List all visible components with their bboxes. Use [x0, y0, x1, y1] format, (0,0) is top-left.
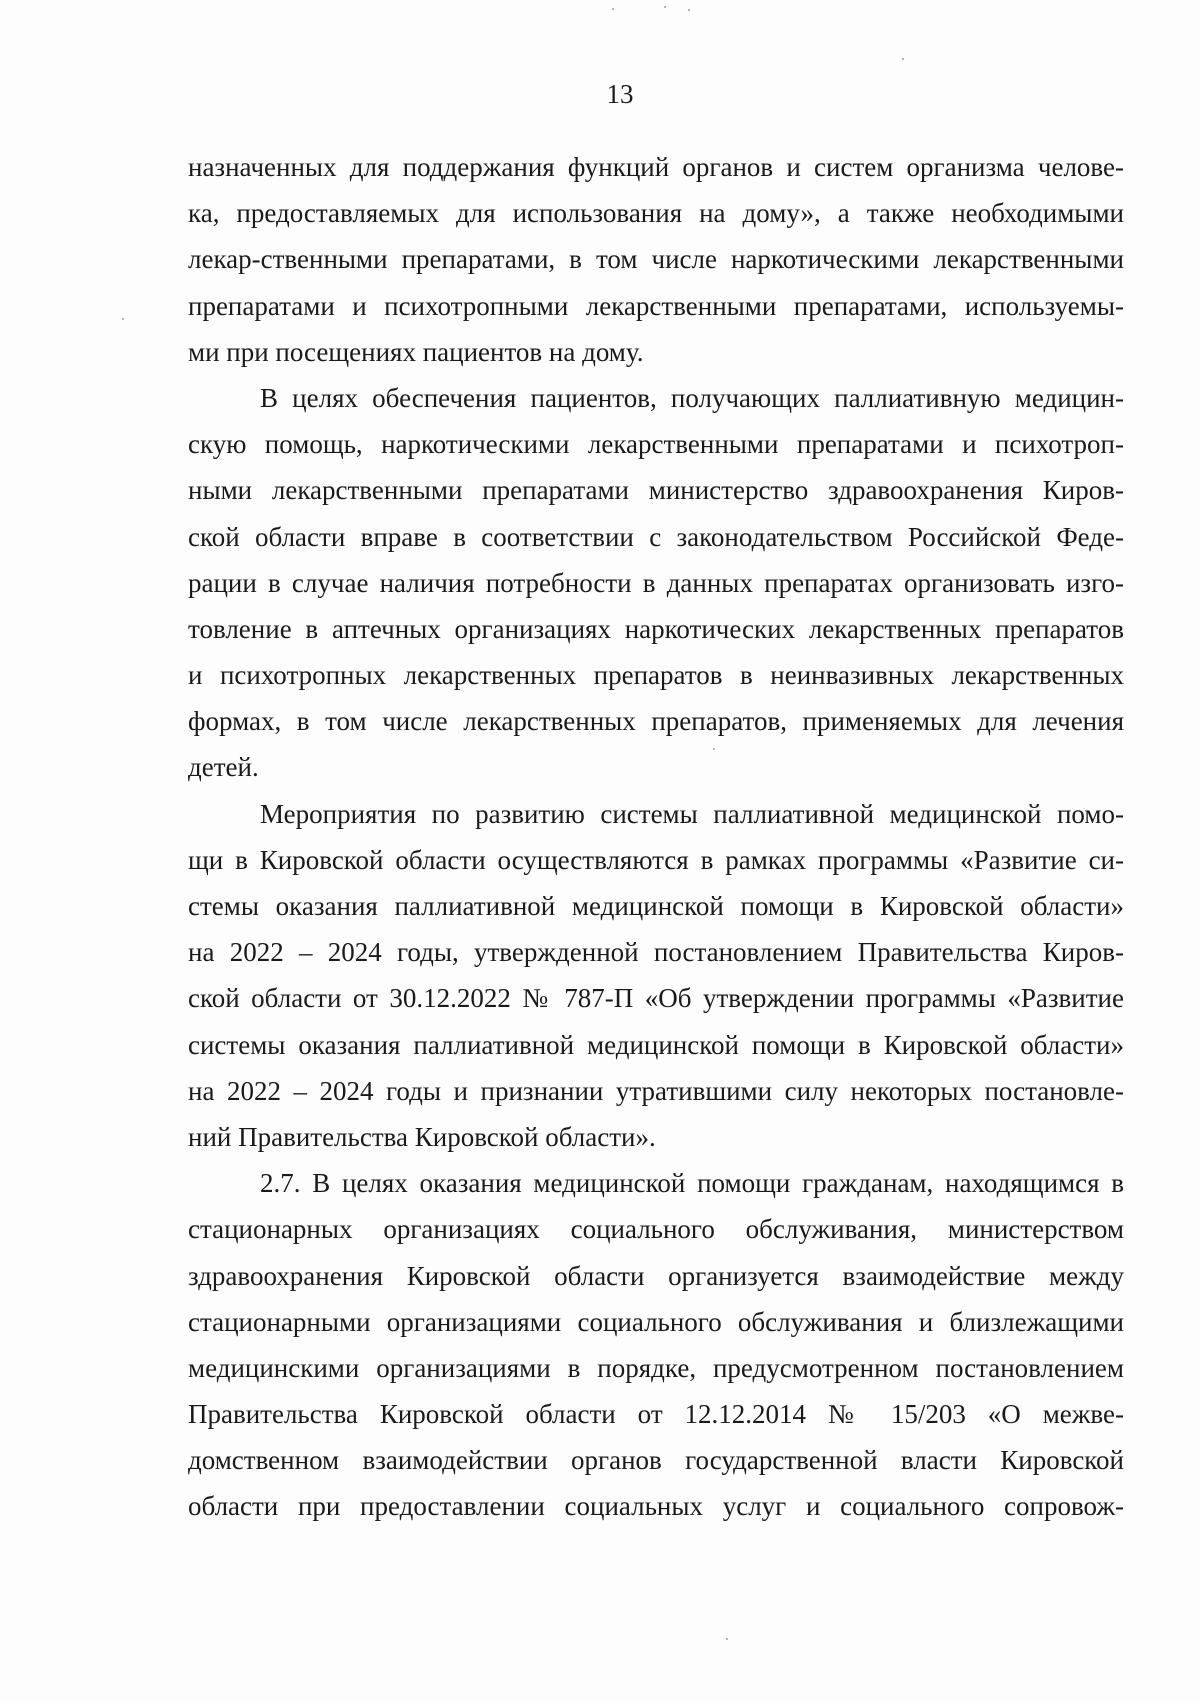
page-number: 13: [606, 79, 634, 109]
text-line: формах, в том числе лекарственных препаратов, применяемых для лечения: [188, 706, 1124, 737]
text-line: лекар-ственными препаратами, в том числе наркотическими лекарственными: [188, 244, 1124, 275]
text-line: детей.: [188, 752, 259, 783]
text-line: ными лекарственными препаратами министерство здравоохранения Киров-: [188, 475, 1124, 506]
scan-speck: [664, 6, 666, 8]
scan-speck: [713, 748, 715, 750]
text-line: рации в случае наличия потребности в данных препаратах организовать изго-: [188, 567, 1124, 598]
text-line: В целях обеспечения пациентов, получающих паллиативную медицин-: [260, 382, 1124, 413]
text-line: скую помощь, наркотическими лекарственными препаратами и психотроп-: [188, 429, 1124, 460]
paragraph-4: [188, 1160, 1124, 1530]
document-body: [188, 144, 1124, 1530]
scan-speck: [122, 318, 124, 320]
text-line: ний Правительства Кировской области».: [188, 1121, 656, 1152]
text-line: ской области вправе в соответствии с законодательством Российской Феде-: [188, 521, 1124, 552]
scan-speck: [688, 9, 690, 11]
text-line: Мероприятия по развитию системы паллиативной медицинской помо-: [260, 798, 1124, 829]
paragraph-3: [188, 791, 1124, 1161]
text-line: препаратами и психотропными лекарственными препаратами, используемы-: [188, 290, 1124, 321]
text-line: 2.7. В целях оказания медицинской помощи гражданам, находящимся в: [260, 1168, 1124, 1199]
text-line: здравоохранения Кировской области организуется взаимодействие между: [188, 1260, 1124, 1291]
text-line: назначенных для поддержания функций органов и систем организма челове-: [188, 152, 1124, 182]
scan-speck: [902, 58, 904, 60]
text-line: на 2022 – 2024 годы, утвержденной постановлением Правительства Киров-: [188, 937, 1124, 968]
text-line: ка, предоставляемых для использования на дому», а также необходимыми: [188, 198, 1124, 229]
text-line: стемы оказания паллиативной медицинской помощи в Кировской области»: [188, 891, 1124, 921]
text-line: на 2022 – 2024 годы и признании утратившими силу некоторых постановле-: [188, 1075, 1124, 1106]
text-line: Правительства Кировской области от 12.12.2014 № 15/203 «О межве-: [188, 1399, 1124, 1430]
text-line: стационарными организациями социального обслуживания и близлежащими: [188, 1306, 1124, 1337]
text-line: и психотропных лекарственных препаратов в неинвазивных лекарственных: [188, 660, 1124, 691]
text-line: области при предоставлении социальных услуг и социального сопровож-: [188, 1491, 1124, 1522]
text-line: домственном взаимодействии органов государственной власти Кировской: [188, 1445, 1124, 1476]
paragraph-1: [188, 144, 1124, 375]
text-line: ми при посещениях пациентов на дому.: [188, 336, 644, 367]
text-line: щи в Кировской области осуществляются в рамках программы «Развитие си-: [188, 844, 1124, 875]
text-line: медицинскими организациями в порядке, предусмотренном постановлением: [188, 1352, 1124, 1383]
scan-speck: [726, 1638, 728, 1640]
text-line: стационарных организациях социального обслуживания, министерством: [188, 1214, 1124, 1245]
text-line: ской области от 30.12.2022 № 787-П «Об утверждении программы «Развитие: [188, 983, 1124, 1014]
text-line: товление в аптечных организациях наркотических лекарственных препаратов: [188, 613, 1124, 644]
scan-speck: [612, 8, 614, 10]
text-line: системы оказания паллиативной медицинской помощи в Кировской области»: [188, 1029, 1124, 1060]
paragraph-2: [188, 375, 1124, 791]
